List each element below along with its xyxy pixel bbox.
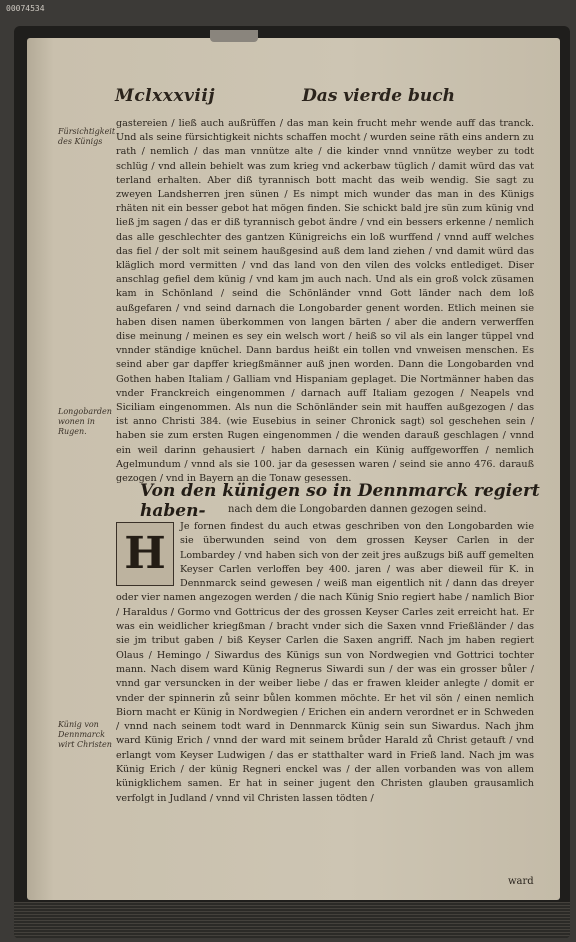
- margin-note-2: Longobarden wonen in Rugen.: [58, 407, 112, 436]
- text-block-2: [116, 520, 534, 806]
- folio-number: Mclxxxviij: [115, 86, 215, 106]
- decorated-initial: H: [116, 522, 174, 586]
- page-block-edge: [14, 902, 570, 938]
- paragraph: Je fornen findest du auch etwas geschriben von den Longobarden wie sie überwunden seind von dem grossen Keyser Carlen in der Lombardey / vnd haben sich von der zeit jres außzugs biß auff gemelten Keyser Carlen verloffen bey 400. jaren / was aber dieweil für K. in Dennmarck seind gewesen / weiß man eigentlich nit / dann das dreyer oder vier namen angezogen werden / die nach Künig Snio regiert habe / namlich Bior / Haraldus / Gormo vnd Gottricus der des grossen Keyser Carles zeit erreicht hat. Er was ein weidlicher kriegßman / bracht vnder sich die Saxen vnnd Frießländer / das sie jm tribut gaben / biß Keyser Carlen die Saxen angriff. Nach jm haben regiert Olaus / Hemingo / Siwardus des Künigs sun von Nordwegien vnd Gottrici tochter mann. Nach disem ward Künig Regnerus Siwardi sun / der was ein grosser bůler / vnnd gar versuncken in der weiber liebe / das er frawen kleider anlegte / domit er vnder der spinnerin zů seinr bůlen kommen möchte. Er het vil sön / einen nemlich Biorn macht er Künig in Nordwegien / Erichen ein andern verordnet er in Schweden / vnnd nach seinem todt ward in Dennmarck Künig sein sun Siwardus. Nach jhm ward Künig Erich / vnnd der ward mit seinem brůder Harald zů Christ getauft / vnd erlangt vom Keyser Ludwigen / das er statthalter ward in Frieß land. Nach jm was Künig Erich / der künig Regneri enckel was / der allen vorbanden was von allem künigklichem samen. Er hat in seiner jugent den Christen glauben grausamlich verfolgt in Judland / vnnd vil Christen lassen tödten /: [116, 521, 534, 804]
- archive-reference-id: 00074534: [6, 4, 45, 13]
- page-header: [115, 86, 455, 112]
- section-subheading: nach dem die Longobarden dannen gezogen seind.: [228, 504, 487, 515]
- page-tab-marker: [210, 30, 258, 42]
- catchword: ward: [508, 876, 534, 887]
- section-heading: Von den künigen so in Dennmarck regiert haben-: [140, 481, 540, 521]
- margin-note-1: Fürsichtigkeit des Künigs: [58, 127, 116, 146]
- margin-note-3: Künig von Dennmarck wirt Christen: [58, 720, 112, 749]
- running-head: Das vierde buch: [302, 86, 455, 106]
- text-block-1: [116, 117, 534, 486]
- paragraph: gastereien / ließ auch außrüffen / das man kein frucht mehr wende auff das tranck. Und als seine fürsichtigkeit nichts schaffen mocht / wurden seine räth eins andern zu rath / nemlich / das man vnnütze alte / die kinder vnnd vnnütze weyber zu todt schlüg / vnd allein behielt was zum krieg vnd ackerbaw tüglich / damit würd das vat terland erhalten. Aber diß tyrannisch bott macht das weib wendig. Sie sagt zu zweyen Landsherren jren sünen / Es nimpt mich wunder das man in des Künigs rhäten nit ein besser gebot hat mögen finden. Sie schickt bald jre sün zum künig vnd ließ jm sagen / das er diß tyrannisch gebot ändre / vnd ein bessers erkenne / nemlich das alle geschlechter des gantzen Künigreichs ein loß wurffend / vnnd auff welches das fiel / der solt mit seinem haußgesind auß dem land ziehen / vnd damit würd das kläglich mord vermitten / vnd das land von den vilen des volcks entlediget. Diser anschlag gefiel dem künig / vnd kam jm auch nach. Und als ein groß volck züsamen kam in Schönland / seind die Schönländer vnnd Gott länder nach dem loß außgefaren / vnd seind darnach die Longobarder genent worden. Etlich meinen sie haben disen namen überkommen von langen bärten / aber die andern verwerffen dise meinung / meinen es sey ein welsch wort / heiß so vil als ein langer tüppel vnd vnnder ständige knüchel. Dann bardus heißt ein tollen vnd vnweisen menschen. Es seind aber gar dapffer kriegßmänner auß jnen worden. Dann die Longobarden vnd Gothen haben Italiam / Galliam vnd Hispaniam geplaget. Die Nortmänner haben das vnder Franckreich eingenommen / darnach auff Italiam gezogen / Neapels vnd Siciliam eingenommen. Als nun die Schönländer sein mit hauffen außgezogen / das ist anno Christi 384. (wie Eusebius in seiner Chronick sagt) sol geschehen sein / haben sie zum ersten Rugen eingenommen / die wenden darauß geschlagen / vnnd ein weil darinn gehausiert / haben darnach ein Künig auffgeworffen / nemlich Agelmundum / vnnd als sie 100. jar da gesessen waren / seind sie anno 476. darauß gezogen / vnd in Bayern an die Tonaw gesessen.: [116, 118, 534, 485]
